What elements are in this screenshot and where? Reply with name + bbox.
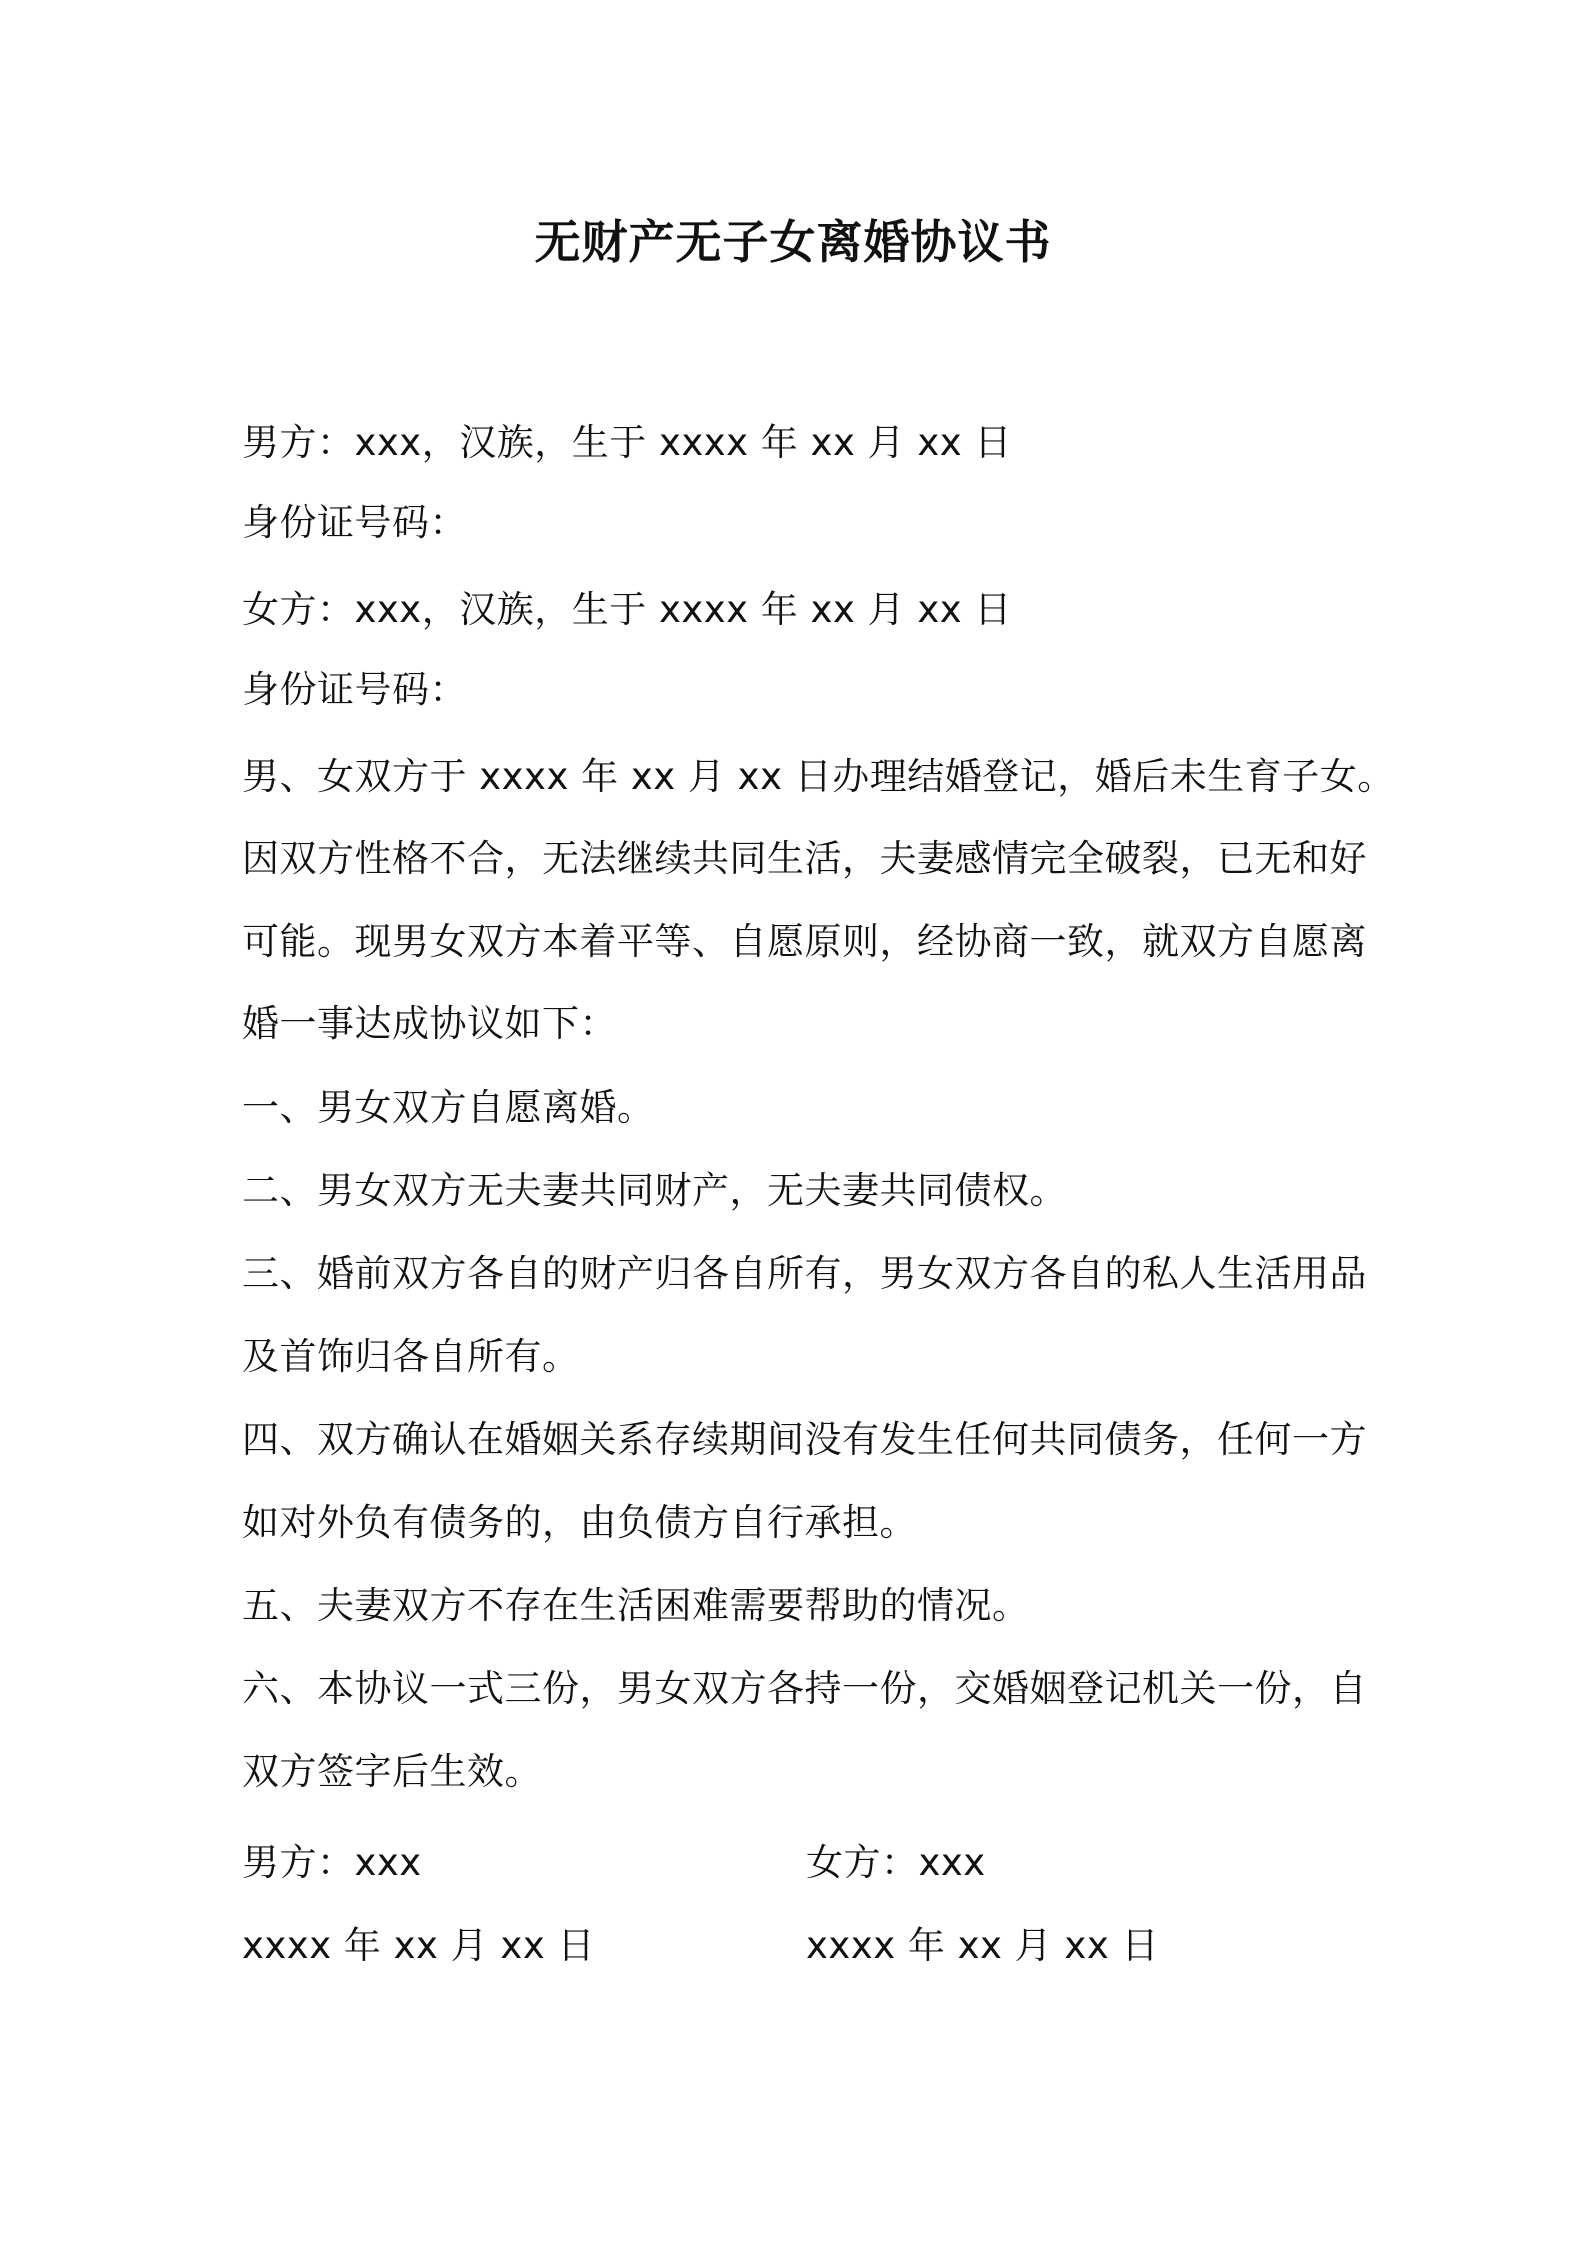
male-signature: 男方：xxx: [242, 1841, 422, 1884]
clause-6-continued: 双方签字后生效。: [242, 1750, 542, 1793]
clause-6: 六、本协议一式三份，男女双方各持一份，交婚姻登记机关一份，自: [242, 1667, 1367, 1710]
clause-4: 四、双方确认在婚姻关系存续期间没有发生任何共同债务，任何一方: [242, 1418, 1367, 1461]
male-info: 男方：xxx，汉族，生于 xxxx 年 xx 月 xx 日: [242, 421, 1012, 464]
intro-line: 男、女双方于 xxxx 年 xx 月 xx 日办理结婚登记，婚后未生育子女。: [242, 755, 1395, 798]
clause-1: 一、男女双方自愿离婚。: [242, 1086, 655, 1129]
clause-4-continued: 如对外负有债务的，由负债方自行承担。: [242, 1501, 917, 1544]
female-signature: 女方：xxx: [806, 1841, 986, 1884]
female-info: 女方：xxx，汉族，生于 xxxx 年 xx 月 xx 日: [242, 588, 1012, 631]
clause-5: 五、夫妻双方不存在生活困难需要帮助的情况。: [242, 1584, 1030, 1627]
document-title: 无财产无子女离婚协议书: [534, 215, 1052, 269]
male-id-label: 身份证号码：: [242, 501, 467, 544]
intro-line: 因双方性格不合，无法继续共同生活，夫妻感情完全破裂，已无和好: [242, 837, 1367, 880]
intro-line: 婚一事达成协议如下：: [242, 1002, 617, 1045]
intro-line: 可能。现男女双方本着平等、自愿原则，经协商一致，就双方自愿离: [242, 920, 1367, 963]
clause-3-continued: 及首饰归各自所有。: [242, 1335, 580, 1378]
female-id-label: 身份证号码：: [242, 668, 467, 711]
male-sign-date: xxxx 年 xx 月 xx 日: [242, 1924, 595, 1967]
clause-2: 二、男女双方无夫妻共同财产，无夫妻共同债权。: [242, 1169, 1067, 1212]
female-sign-date: xxxx 年 xx 月 xx 日: [806, 1924, 1159, 1967]
clause-3: 三、婚前双方各自的财产归各自所有，男女双方各自的私人生活用品: [242, 1252, 1367, 1295]
